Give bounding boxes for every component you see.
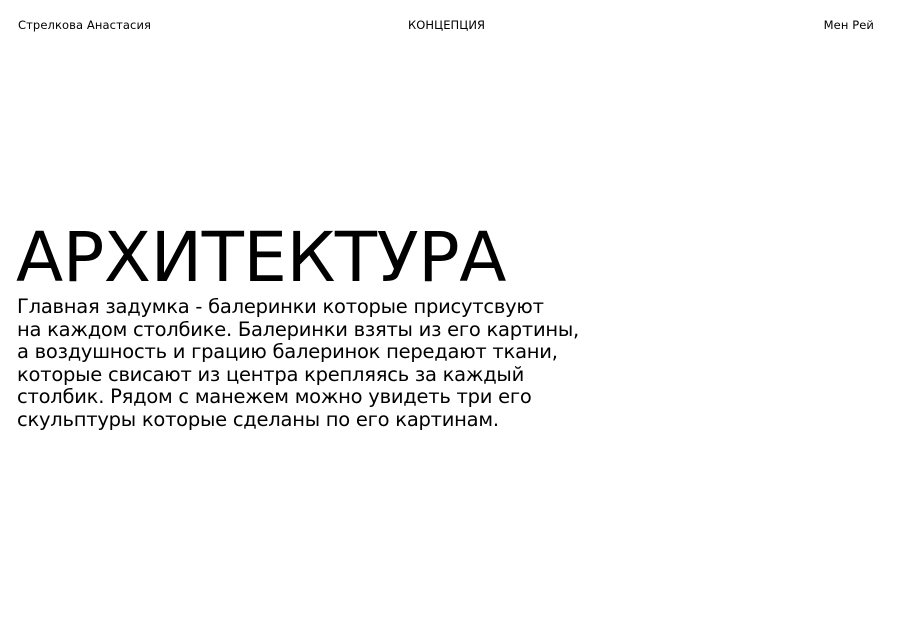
page-title: АРХИТЕКТУРА — [16, 218, 506, 298]
top-bar — [18, 17, 874, 33]
paragraph-line: скульптуры которые сделаны по его картинам. — [17, 407, 499, 431]
section-title: КОНЦЕПЦИЯ — [408, 18, 486, 32]
paragraph-line: на каждом столбике. Балеринки взяты из его картины, — [17, 317, 579, 341]
paragraph-line: а воздушность и грацию балеринок передают ткани, — [17, 340, 558, 363]
subject-name: Мен Рей — [823, 18, 874, 32]
paragraph-line: которые свисают из центра крепляясь за каждый — [17, 362, 524, 386]
paragraph-line: столбик. Рядом с манежем можно увидеть три его — [17, 385, 532, 408]
author-name: Стрелкова Анастасия — [18, 18, 152, 32]
description-paragraph — [17, 296, 677, 431]
paragraph-line: Главная задумка - балеринки которые присутсвуют — [17, 295, 544, 318]
